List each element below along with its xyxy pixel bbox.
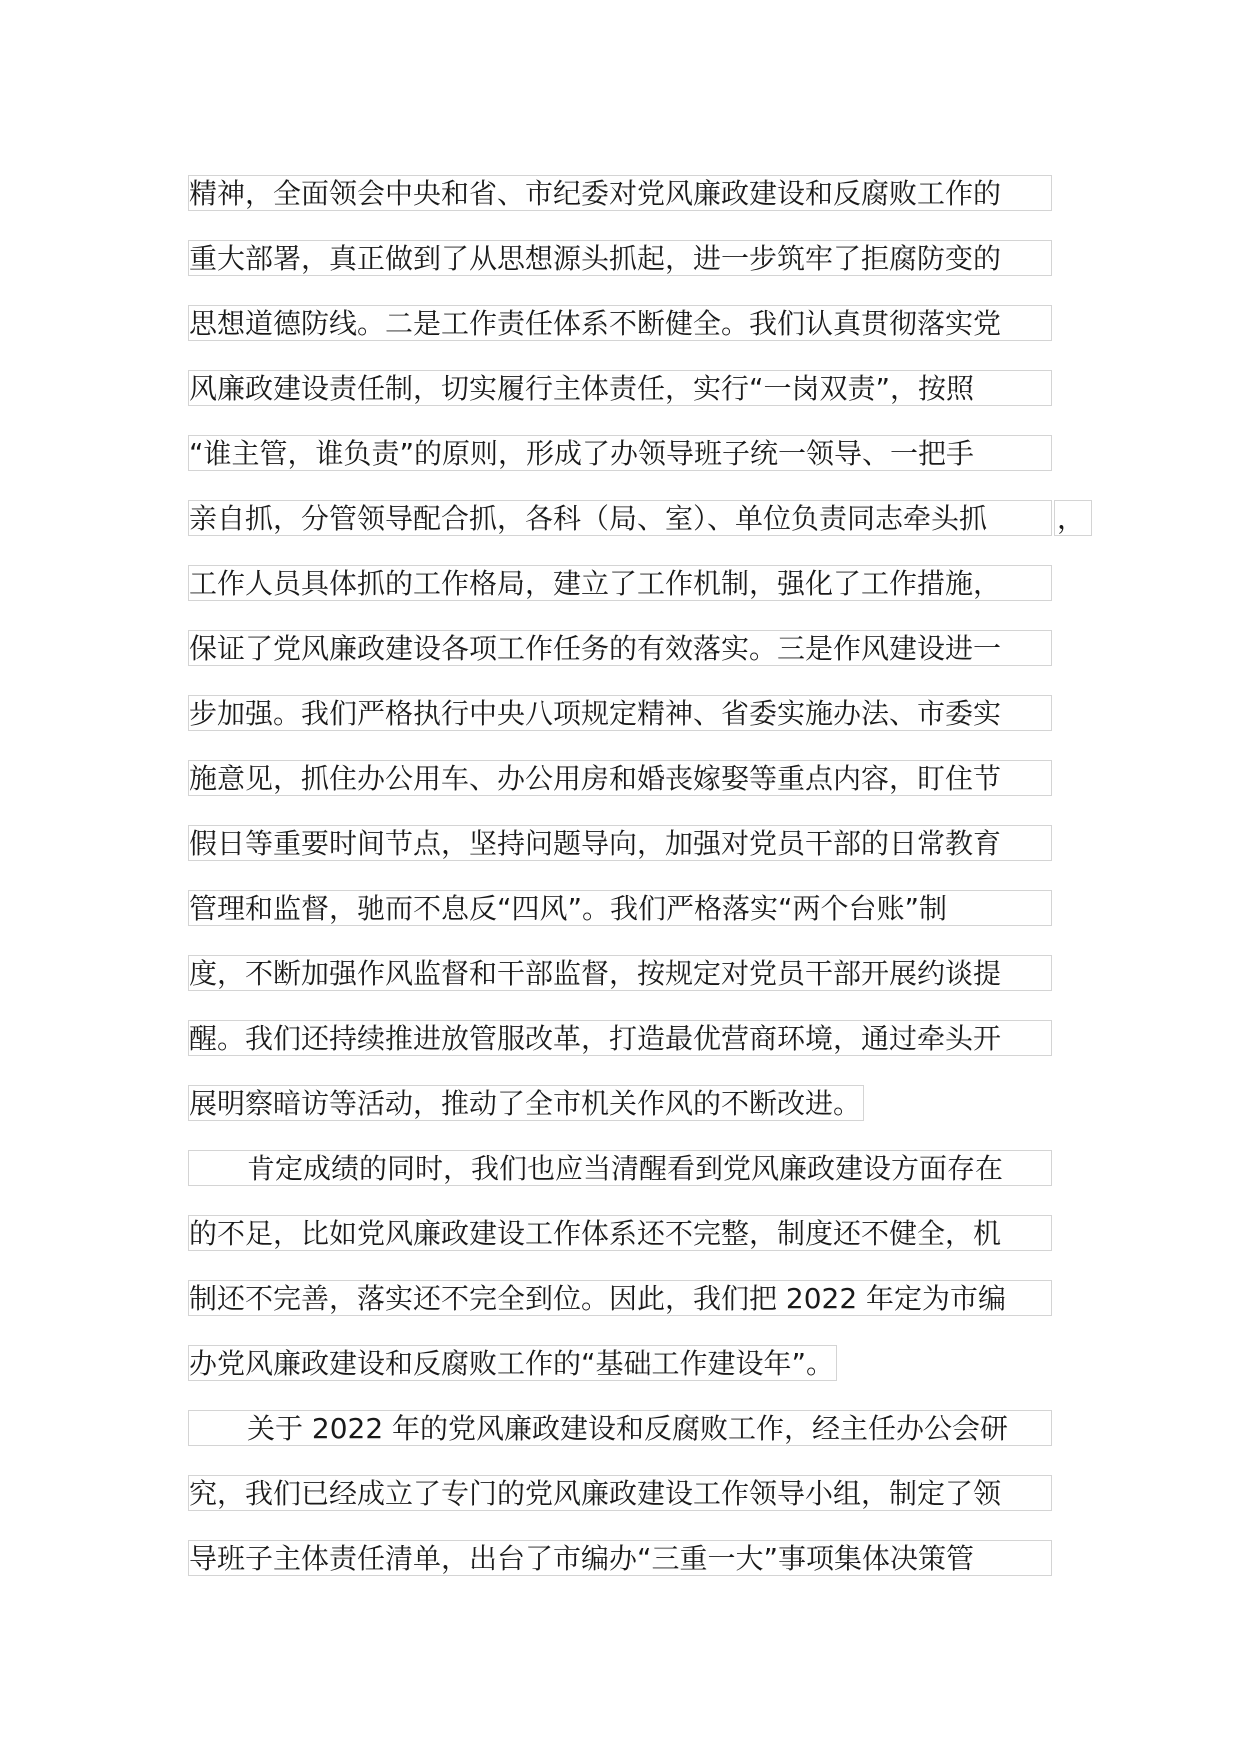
text-line: [188, 1475, 1088, 1511]
document-body: [188, 175, 1088, 1605]
text-line: [188, 1020, 1088, 1056]
text-line: [188, 825, 1088, 861]
text-line: [188, 695, 1088, 731]
text-line: [188, 760, 1088, 796]
line-text: 精神，全面领会中央和省、市纪委对党风廉政建设和反腐败工作的: [188, 175, 1052, 211]
line-text: 导班子主体责任清单，出台了市编办“三重一大”事项集体决策管: [188, 1540, 1052, 1576]
line-text: 施意见，抓住办公用车、办公用房和婚丧嫁娶等重点内容，盯住节: [188, 760, 1052, 796]
text-line: [188, 1150, 1088, 1186]
text-line: [188, 1410, 1088, 1446]
line-text: 展明察暗访等活动，推动了全市机关作风的不断改进。: [188, 1085, 864, 1121]
text-line: [188, 630, 1088, 666]
line-text: 保证了党风廉政建设各项工作任务的有效落实。三是作风建设进一: [188, 630, 1052, 666]
line-text: 办党风廉政建设和反腐败工作的“基础工作建设年”。: [188, 1345, 837, 1381]
line-text: “谁主管，谁负责”的原则，形成了办领导班子统一领导、一把手: [188, 435, 1052, 471]
text-line: [188, 565, 1088, 601]
line-text: 管理和监督，驰而不息反“四风”。我们严格落实“两个台账”制: [188, 890, 1052, 926]
line-text: 究，我们已经成立了专门的党风廉政建设工作领导小组，制定了领: [188, 1475, 1052, 1511]
text-line: [188, 1345, 1088, 1381]
line-text: 醒。我们还持续推进放管服改革，打造最优营商环境，通过牵头开: [188, 1020, 1052, 1056]
text-line: [188, 175, 1088, 211]
text-line: [188, 1215, 1088, 1251]
line-text: 的不足，比如党风廉政建设工作体系还不完整，制度还不健全，机: [188, 1215, 1052, 1251]
paragraph-first-line: 关于 2022 年的党风廉政建设和反腐败工作，经主任办公会研: [188, 1410, 1052, 1446]
line-text: 风廉政建设责任制，切实履行主体责任，实行“一岗双责”，按照: [188, 370, 1052, 406]
line-text: 步加强。我们严格执行中央八项规定精神、省委实施办法、市委实: [188, 695, 1052, 731]
text-line: [188, 305, 1088, 341]
text-line: [188, 370, 1088, 406]
text-line: [188, 240, 1088, 276]
line-text: 重大部署，真正做到了从思想源头抓起，进一步筑牢了拒腐防变的: [188, 240, 1052, 276]
line-text: 度，不断加强作风监督和干部监督，按规定对党员干部开展约谈提: [188, 955, 1052, 991]
text-line: [188, 500, 1088, 536]
text-line: [188, 1085, 1088, 1121]
text-line: [188, 890, 1088, 926]
line-text: 假日等重要时间节点，坚持问题导向，加强对党员干部的日常教育: [188, 825, 1052, 861]
line-text: 工作人员具体抓的工作格局，建立了工作机制，强化了工作措施，: [188, 565, 1052, 601]
text-line: [188, 1280, 1088, 1316]
line-text: 思想道德防线。二是工作责任体系不断健全。我们认真贯彻落实党: [188, 305, 1052, 341]
line-text: 亲自抓，分管领导配合抓，各科（局、室）、单位负责同志牵头抓: [188, 500, 1052, 536]
text-line: [188, 1540, 1088, 1576]
line-text: 制还不完善，落实还不完全到位。因此，我们把 2022 年定为市编: [188, 1280, 1052, 1316]
overflow-punctuation: ，: [1054, 500, 1092, 536]
text-line: [188, 955, 1088, 991]
paragraph-first-line: 肯定成绩的同时，我们也应当清醒看到党风廉政建设方面存在: [188, 1150, 1052, 1186]
text-line: [188, 435, 1088, 471]
